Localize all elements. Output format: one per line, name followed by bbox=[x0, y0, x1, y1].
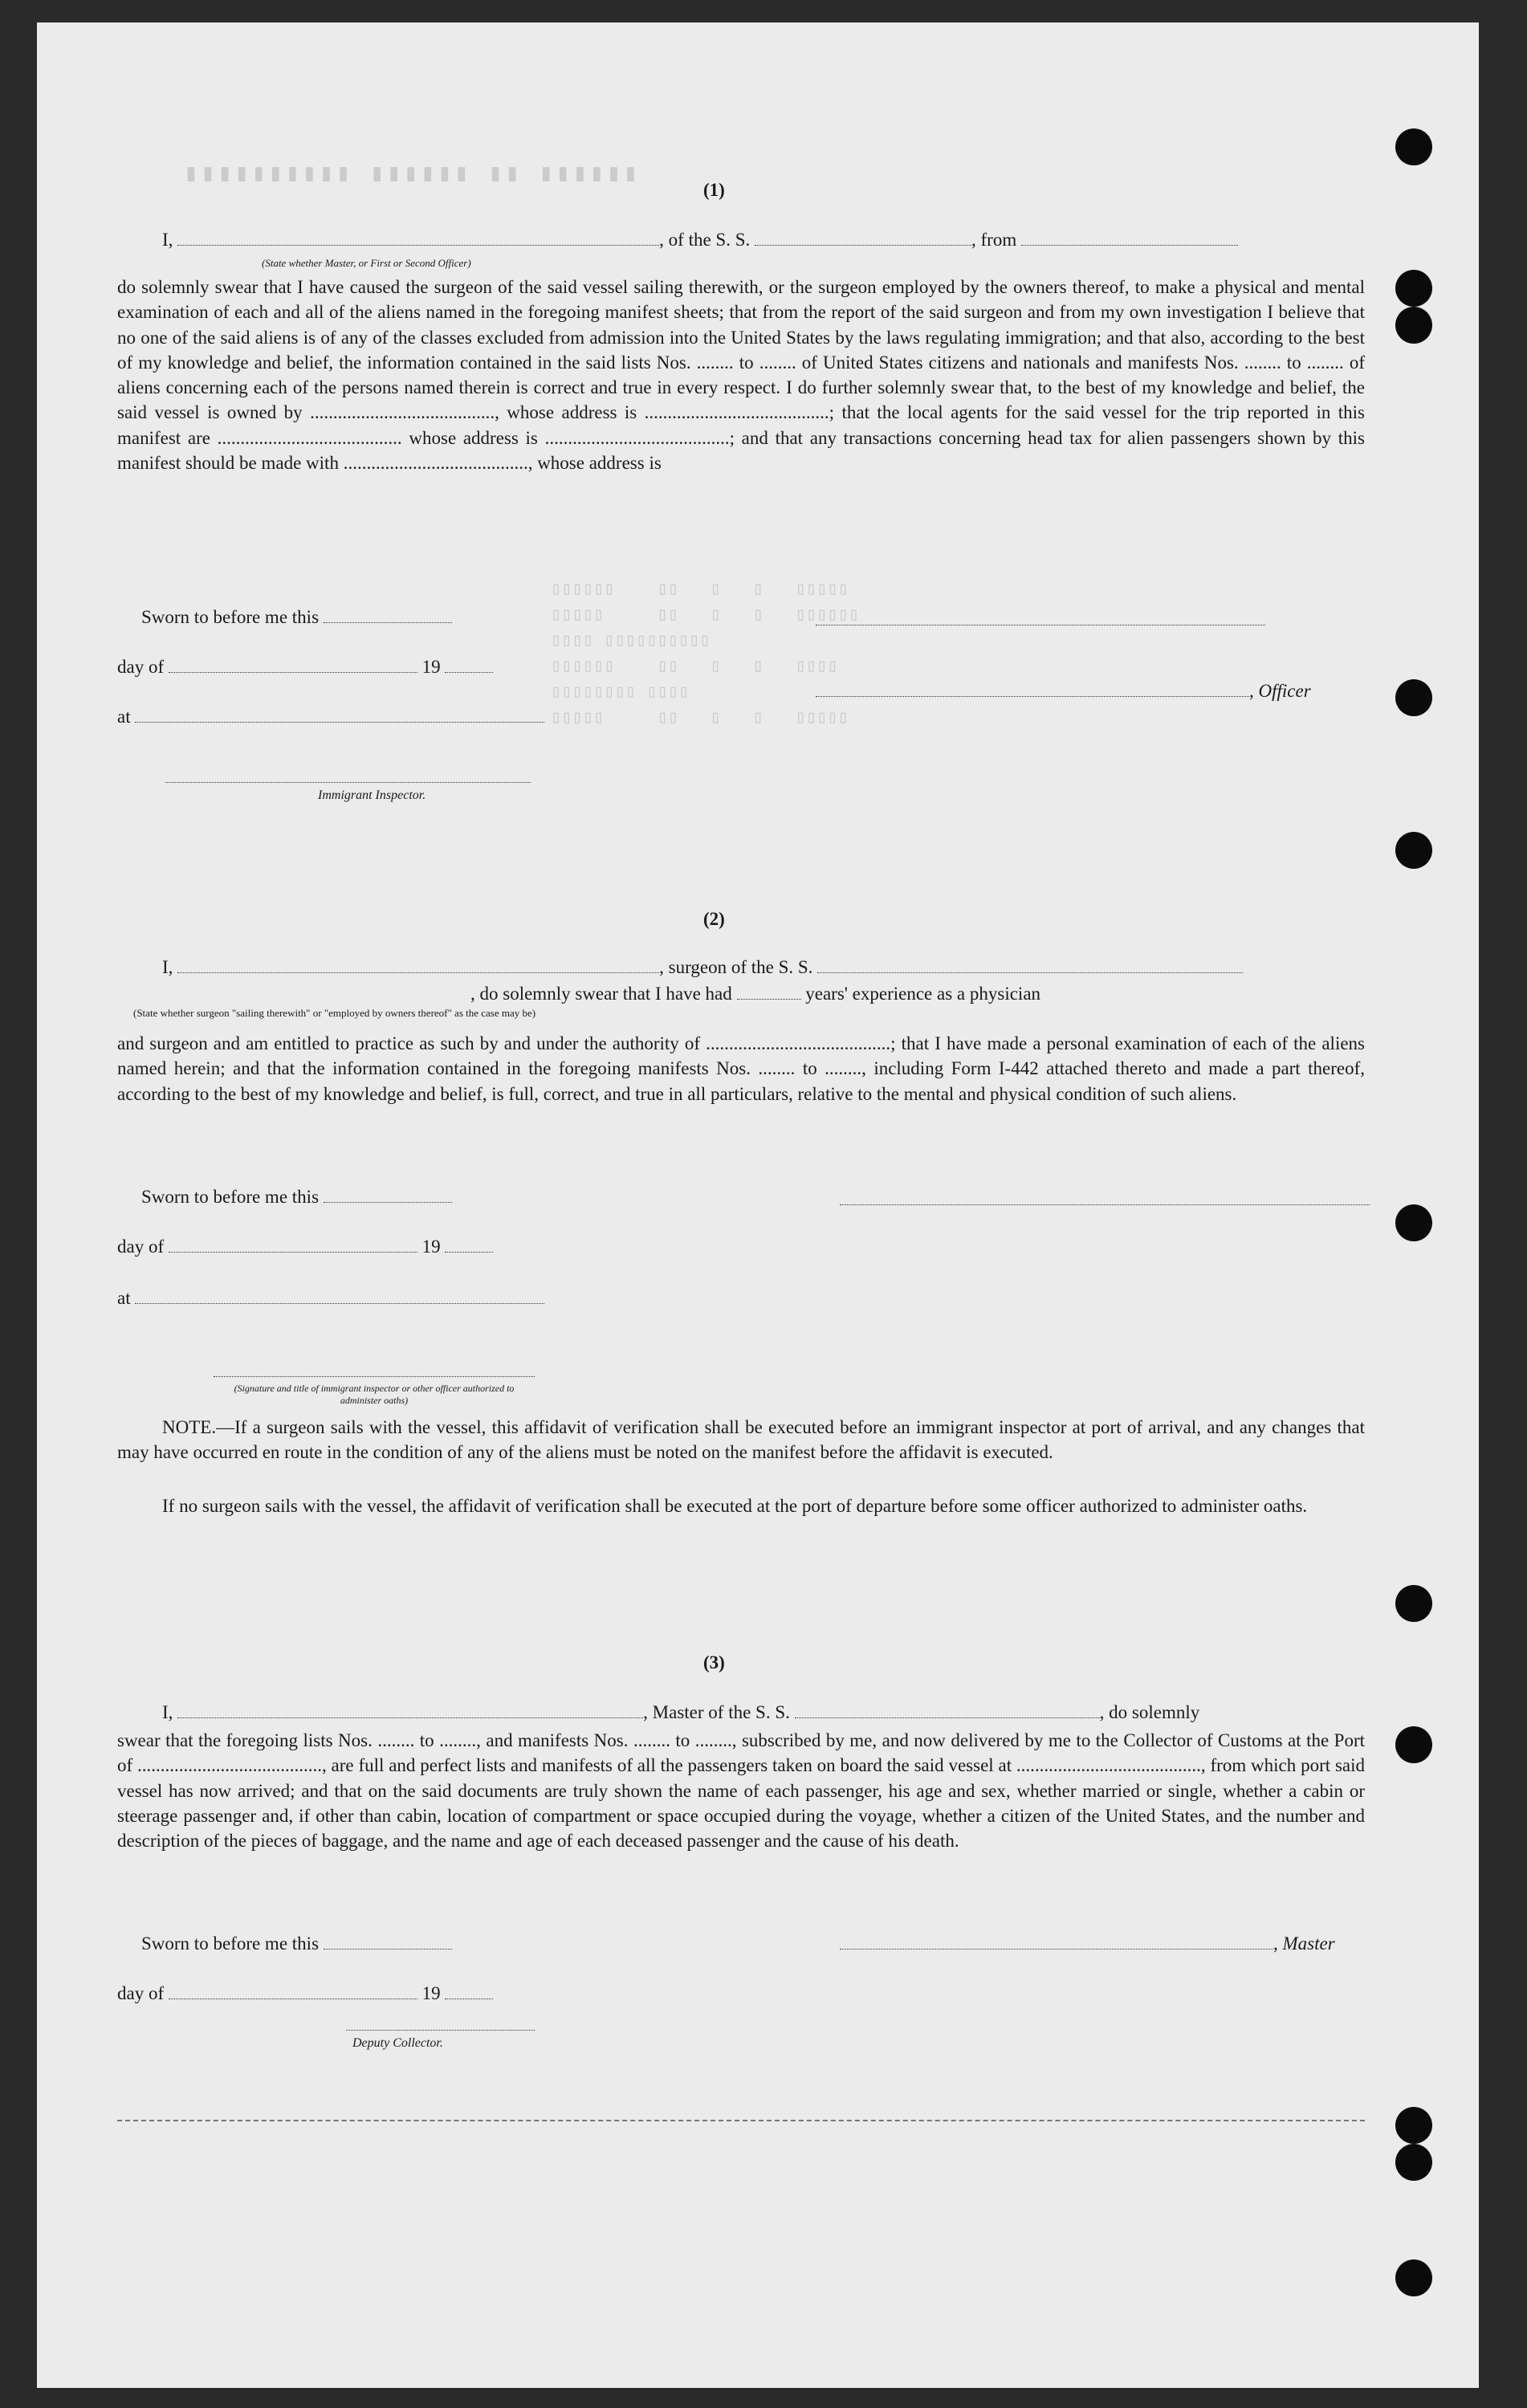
section-1-number: (1) bbox=[703, 180, 725, 200]
years-blank[interactable] bbox=[737, 999, 801, 1000]
section-2-oath-line-a bbox=[162, 957, 1243, 978]
note-text-1: —If a surgeon sails with the vessel, this affidavit of verification shall be executed before an immigrant inspector at port of arrival, and any changes that may have occurred en route in the condition of any of the aliens must be noted on the manifest before the affidavit is executed. bbox=[117, 1417, 1365, 1463]
section-2-sig-caption: (Signature and title of immigrant inspector or other officer authorized to administer oaths) bbox=[234, 1383, 515, 1406]
section-1-day-of bbox=[117, 657, 493, 678]
master-label: , Master bbox=[1273, 1933, 1335, 1954]
sworn-label: Sworn to before me this bbox=[141, 607, 320, 627]
officer-label: , Officer bbox=[1249, 681, 1311, 701]
master-name-blank[interactable] bbox=[177, 1717, 643, 1718]
section-1-inspector-caption: Immigrant Inspector. bbox=[318, 788, 426, 802]
section-3-sworn bbox=[141, 1933, 452, 1954]
oath-pronoun: I, bbox=[162, 230, 173, 250]
experience-label: years' experience as a physician bbox=[805, 984, 1041, 1004]
punch-hole bbox=[1395, 2107, 1432, 2144]
year-label: 19 bbox=[421, 1983, 441, 2003]
oath-pronoun: I, bbox=[162, 1702, 173, 1722]
section-1-paragraph: do solemnly swear that I have caused the surgeon of the said vessel sailing therewith, or the surgeon employed by the owners thereof, to make a physical and mental examination of each and all of the aliens named in the foregoing manifest sheets; that from the report of the said surgeon and from my own investigation I believe that no one of the said aliens is of any of the classes excluded from admission into the United States by the laws regulating immigration; and that also, according to the best of my knowledge and belief, the information contained in the said lists Nos. ........ to ........ of United States citizens and nationals and manifests Nos. ........ to ........ of aliens concerning each of the persons named therein is correct and true in every respect. I do further solemnly swear that, to the best of my knowledge and belief, the said vessel is owned by ........................................, whose address is ........................................; that the local agents for the said vessel for the trip reported in this manifest are ........................................ whose address is ........................................; and that any transactions concerning head tax for alien passengers shown by this manifest should be made with ........................................, whose address is bbox=[117, 277, 1365, 473]
master-vessel-blank[interactable] bbox=[795, 1717, 1100, 1718]
day-of-blank[interactable] bbox=[169, 672, 417, 673]
at-label: at bbox=[117, 707, 131, 727]
day-of-label: day of bbox=[117, 657, 165, 677]
punch-hole bbox=[1395, 307, 1432, 344]
punch-hole bbox=[1395, 1204, 1432, 1241]
swear-label: , do solemnly swear that I have had bbox=[470, 984, 732, 1004]
surgeon-of-label: , surgeon of the S. S. bbox=[659, 957, 813, 977]
sworn-label: Sworn to before me this bbox=[141, 1187, 320, 1207]
surgeon-vessel-blank[interactable] bbox=[817, 972, 1243, 973]
section-3-number: (3) bbox=[703, 1652, 725, 1673]
note-paragraph-2: If no surgeon sails with the vessel, the affidavit of verification shall be executed at the port of departure before some officer authorized to administer oaths. bbox=[162, 1496, 1308, 1516]
punch-hole bbox=[1395, 2259, 1432, 2296]
punch-hole bbox=[1395, 1726, 1432, 1763]
do-solemnly-label: , do solemnly bbox=[1099, 1702, 1200, 1722]
name-blank[interactable] bbox=[177, 245, 659, 246]
section-1-at bbox=[117, 707, 544, 727]
year-blank[interactable] bbox=[445, 1252, 493, 1253]
section-3-paragraph: swear that the foregoing lists Nos. ........ to ........, and manifests Nos. ........ to ........, subscribed by me, and now delivered by me to the Collector of Customs at the Port of ........................................, are full and perfect lists and manifests of all the passengers taken on board the said vessel at ........................................, from which port said vessel has now arrived; and that on the said documents are truly shown the name of each passenger, his age and sex, whether married or single, whether a cabin or steerage passenger and, if other than cabin, location of compartment or space occupied during the voyage, whether a citizen of the United States, and the number and description of the pieces of baggage, and the name and age of each deceased passenger and the cause of his death. bbox=[117, 1730, 1365, 1852]
section-1-inspector-line[interactable] bbox=[165, 782, 531, 783]
from-blank[interactable] bbox=[1021, 245, 1238, 246]
section-2-right-sig-line[interactable] bbox=[840, 1204, 1370, 1205]
day-of-blank[interactable] bbox=[169, 1252, 417, 1253]
section-2-oath-line-b bbox=[470, 984, 1040, 1004]
master-signature-blank[interactable] bbox=[840, 1949, 1273, 1950]
sworn-day-blank[interactable] bbox=[324, 622, 452, 623]
year-label: 19 bbox=[421, 1237, 441, 1257]
section-2-day-of bbox=[117, 1237, 493, 1257]
sworn-day-blank[interactable] bbox=[324, 1949, 452, 1950]
day-of-label: day of bbox=[117, 1983, 165, 2003]
section-3-collector-caption: Deputy Collector. bbox=[352, 2036, 443, 2050]
section-2-paragraph: and surgeon and am entitled to practice as such by and under the authority of ........................................; that I have made a personal examination of each of the aliens named herein; and that the information contained in the foregoing manifests Nos. ........ to ........, including Form I-442 attached thereto and made a part thereof, according to the best of my knowledge and belief, is full, correct, and true in all particulars, relative to the mental and physical condition of such aliens. bbox=[117, 1033, 1365, 1104]
at-blank[interactable] bbox=[135, 722, 544, 723]
punch-hole bbox=[1395, 270, 1432, 307]
vessel-blank[interactable] bbox=[755, 245, 971, 246]
section-1-officer-line bbox=[816, 681, 1311, 702]
surgeon-name-blank[interactable] bbox=[177, 972, 659, 973]
section-2-inspector-line[interactable] bbox=[214, 1376, 535, 1377]
at-blank[interactable] bbox=[135, 1303, 544, 1304]
bleed-through-columns: ▯▯▯▯▯▯ ▯▯ ▯ ▯ ▯▯▯▯▯ ▯▯▯▯▯ ▯▯ ▯ ▯ ▯▯▯▯▯▯ ▯▯▯▯ ▯▯▯▯▯▯▯▯▯▯ ▯▯▯▯▯▯ ▯▯ ▯ ▯ ▯▯▯▯ ▯▯▯▯▯▯▯▯ ▯▯▯▯ ▯▯▯▯▯ ▯▯ ▯ ▯ ▯▯▯▯▯ bbox=[551, 579, 860, 727]
document-page bbox=[37, 22, 1479, 2388]
master-of-label: , Master of the S. S. bbox=[643, 1702, 790, 1722]
punch-hole bbox=[1395, 2144, 1432, 2181]
day-of-label: day of bbox=[117, 1237, 165, 1257]
vessel-label: , of the S. S. bbox=[659, 230, 751, 250]
section-3-day-of bbox=[117, 1983, 493, 2004]
punch-hole bbox=[1395, 832, 1432, 869]
punch-hole bbox=[1395, 1585, 1432, 1622]
section-2-at bbox=[117, 1288, 544, 1309]
year-blank[interactable] bbox=[445, 672, 493, 673]
note-paragraph-1 bbox=[117, 1415, 1365, 1465]
sworn-day-blank[interactable] bbox=[324, 1202, 452, 1203]
bleed-through-header: ▮▮▮▮▮▮ ▮▮ ▮▮▮▮▮▮ ▮▮▮▮▮▮▮▮▮▮ bbox=[181, 159, 638, 187]
section-2-number: (2) bbox=[703, 909, 725, 929]
year-label: 19 bbox=[421, 657, 441, 677]
officer-blank[interactable] bbox=[816, 696, 1249, 697]
at-label: at bbox=[117, 1288, 131, 1308]
section-3-oath-line bbox=[162, 1702, 1199, 1723]
punch-hole bbox=[1395, 679, 1432, 716]
section-2-sworn bbox=[141, 1187, 452, 1208]
sworn-label: Sworn to before me this bbox=[141, 1933, 320, 1954]
section-1-caption: (State whether Master, or First or Second Officer) bbox=[262, 257, 471, 269]
section-1-sworn bbox=[141, 607, 452, 628]
from-label: , from bbox=[971, 230, 1017, 250]
note-label: NOTE. bbox=[162, 1417, 217, 1437]
section-3-collector-line[interactable] bbox=[346, 2030, 535, 2031]
section-1-oath-line bbox=[162, 230, 1238, 251]
oath-pronoun: I, bbox=[162, 957, 173, 977]
section-2-caption: (State whether surgeon "sailing therewith" or "employed by owners thereof" as the case may be) bbox=[133, 1007, 536, 1019]
punch-hole bbox=[1395, 128, 1432, 165]
section-3-master-line bbox=[840, 1933, 1335, 1954]
bottom-divider bbox=[117, 2120, 1365, 2121]
